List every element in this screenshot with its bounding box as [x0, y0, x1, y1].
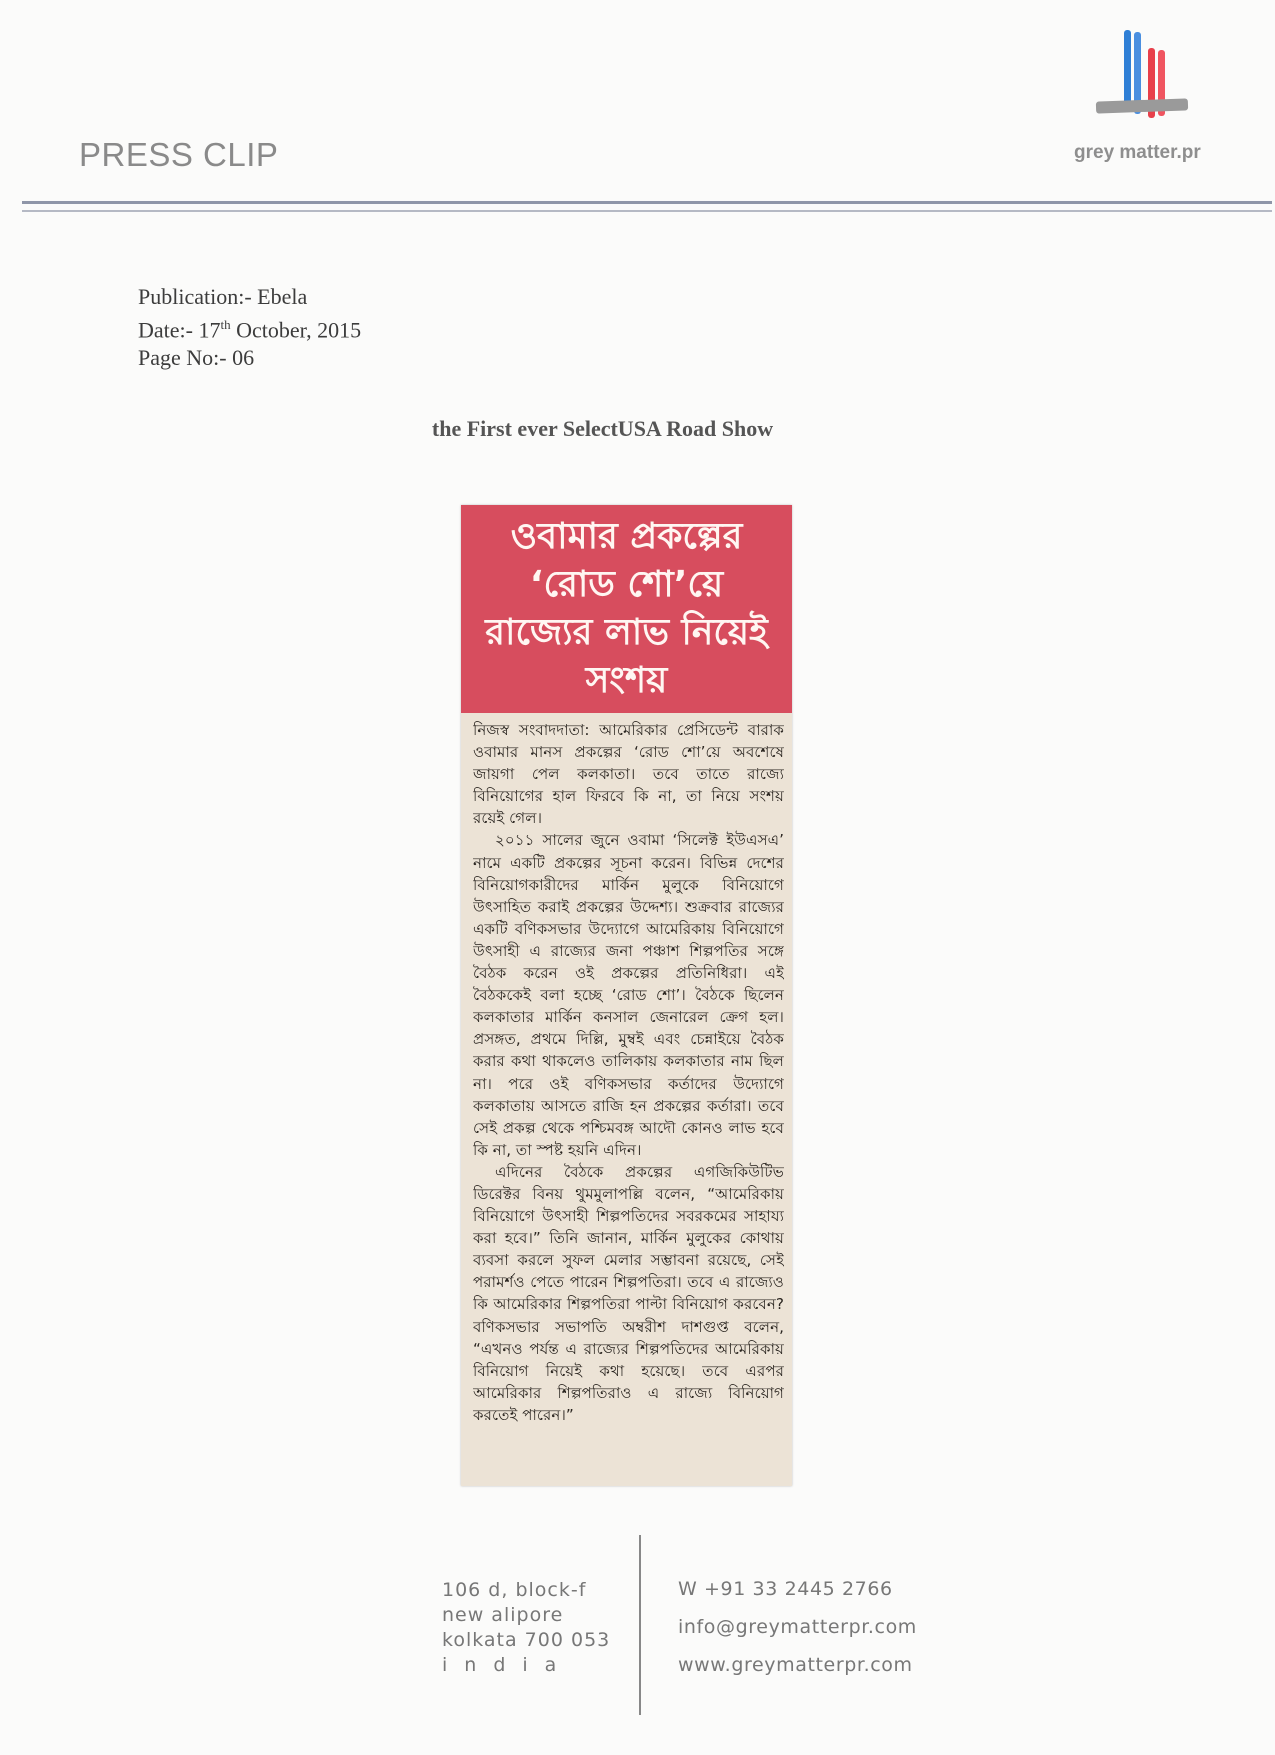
logo-text: grey matter.pr [1074, 142, 1201, 163]
date-line [138, 311, 361, 344]
phone-number: W +91 33 2445 2766 [678, 1578, 893, 1600]
address-line: 106 d, block-f [442, 1579, 587, 1601]
press-clip-label: PRESS CLIP [79, 136, 279, 173]
footer-address [442, 1578, 610, 1678]
website-link[interactable]: www.greymatterpr.com [678, 1654, 913, 1676]
date-suffix: October, 2015 [230, 317, 362, 343]
newspaper-clipping [461, 505, 792, 1486]
date-prefix: Date:- 17 [138, 317, 221, 343]
publication-meta [138, 283, 361, 372]
footer-divider [639, 1535, 641, 1715]
clipping-paragraph: ২০১১ সালের জুনে ওবামা ‘সিলেক্ট ইউএসএ’ নামে একটি প্রকল্পের সূচনা করেন। বিভিন্ন দেশের বিনিয়োগকারীদের মার্কিন মুলুকে বিনিয়োগে উৎসাহিত করাই প্রকল্পের উদ্দেশ্য। শুক্রবার রাজ্যের একটি বণিকসভার উদ্যোগে আমেরিকায় বিনিয়োগে উৎসাহী এ রাজ্যের জনা পঞ্চাশ শিল্পপতির সঙ্গে বৈঠক করেন ওই প্রকল্পের প্রতিনিধিরা। এই বৈঠককেই বলা হচ্ছে ‘রোড শো’। বৈঠকে ছিলেন কলকাতার মার্কিন কনসাল জেনারেল ক্রেগ হল। প্রসঙ্গত, প্রথমে দিল্লি, মুম্বই এবং চেন্নাইয়ে বৈঠক করার কথা থাকলেও তালিকায় কলকাতার নাম ছিল না। পরে ওই বণিকসভার কর্তাদের উদ্যোগে কলকাতায় আসতে রাজি হন প্রকল্পের কর্তারা। তবে সেই প্রকল্প থেকে পশ্চিমবঙ্গ আদৌ কোনও লাভ হবে কি না, তা স্পষ্ট হয়নি এদিন। [473, 831, 784, 1159]
grey-matter-logo [1066, 28, 1216, 168]
date-superscript: th [220, 317, 231, 332]
header-divider [22, 201, 1272, 204]
clipping-paragraph: নিজস্ব সংবাদদাতা: আমেরিকার প্রেসিডেন্ট বারাক ওবামার মানস প্রকল্পের ‘রোড শো’য়ে অবশেষে জায়গা পেল কলকাতা। তবে তাতে রাজ্যে বিনিয়োগের হাল ফিরবে কি না, তা নিয়ে সংশয় রয়েই গেল। [473, 721, 784, 828]
clipping-body [473, 719, 784, 1477]
address-line: kolkata 700 053 [442, 1629, 611, 1651]
clipping-headline: ওবামার প্রকল্পের ‘রোড শো’য়ে রাজ্যের লাভ নিয়েই সংশয় [461, 505, 792, 713]
clipping-paragraph: এদিনের বৈঠকে প্রকল্পের এগজিকিউটিভ ডিরেক্টর বিনয় থুমমুলাপল্লি বলেন, “আমেরিকায় বিনিয়োগে উৎসাহী শিল্পপতিদের সবরকমের সাহায্য করা হবে।” তিনি জানান, মার্কিন মুলুকের কোথায় ব্যবসা করলে সুফল মেলার সম্ভাবনা রয়েছে, সেই পরামর্শও পেতে পারেন শিল্পপতিরা। তবে এ রাজ্যেও কি আমেরিকার শিল্পপতিরা পাল্টা বিনিয়োগ করবেন? বণিকসভার সভাপতি অম্বরীশ দাশগুপ্ত বলেন, “এখনও পর্যন্ত এ রাজ্যের শিল্পপতিদের আমেরিকায় বিনিয়োগ নিয়েই কথা হয়েছে। তবে এরপর আমেরিকার শিল্পপতিরাও এ রাজ্যে বিনিয়োগ করতেই পারেন।” [473, 1162, 784, 1424]
email-address[interactable]: info@greymatterpr.com [678, 1616, 917, 1638]
address-line: new alipore [442, 1604, 564, 1626]
page-line: Page No:- 06 [138, 345, 255, 371]
article-subheading: the First ever SelectUSA Road Show [431, 416, 774, 441]
logo-blue-stroke [1124, 30, 1131, 110]
header-divider-secondary [22, 210, 1272, 212]
publication-line: Publication:- Ebela [138, 284, 308, 309]
address-line: india [442, 1654, 574, 1676]
logo-grey-bar [1096, 98, 1188, 113]
footer-contact [678, 1578, 917, 1692]
